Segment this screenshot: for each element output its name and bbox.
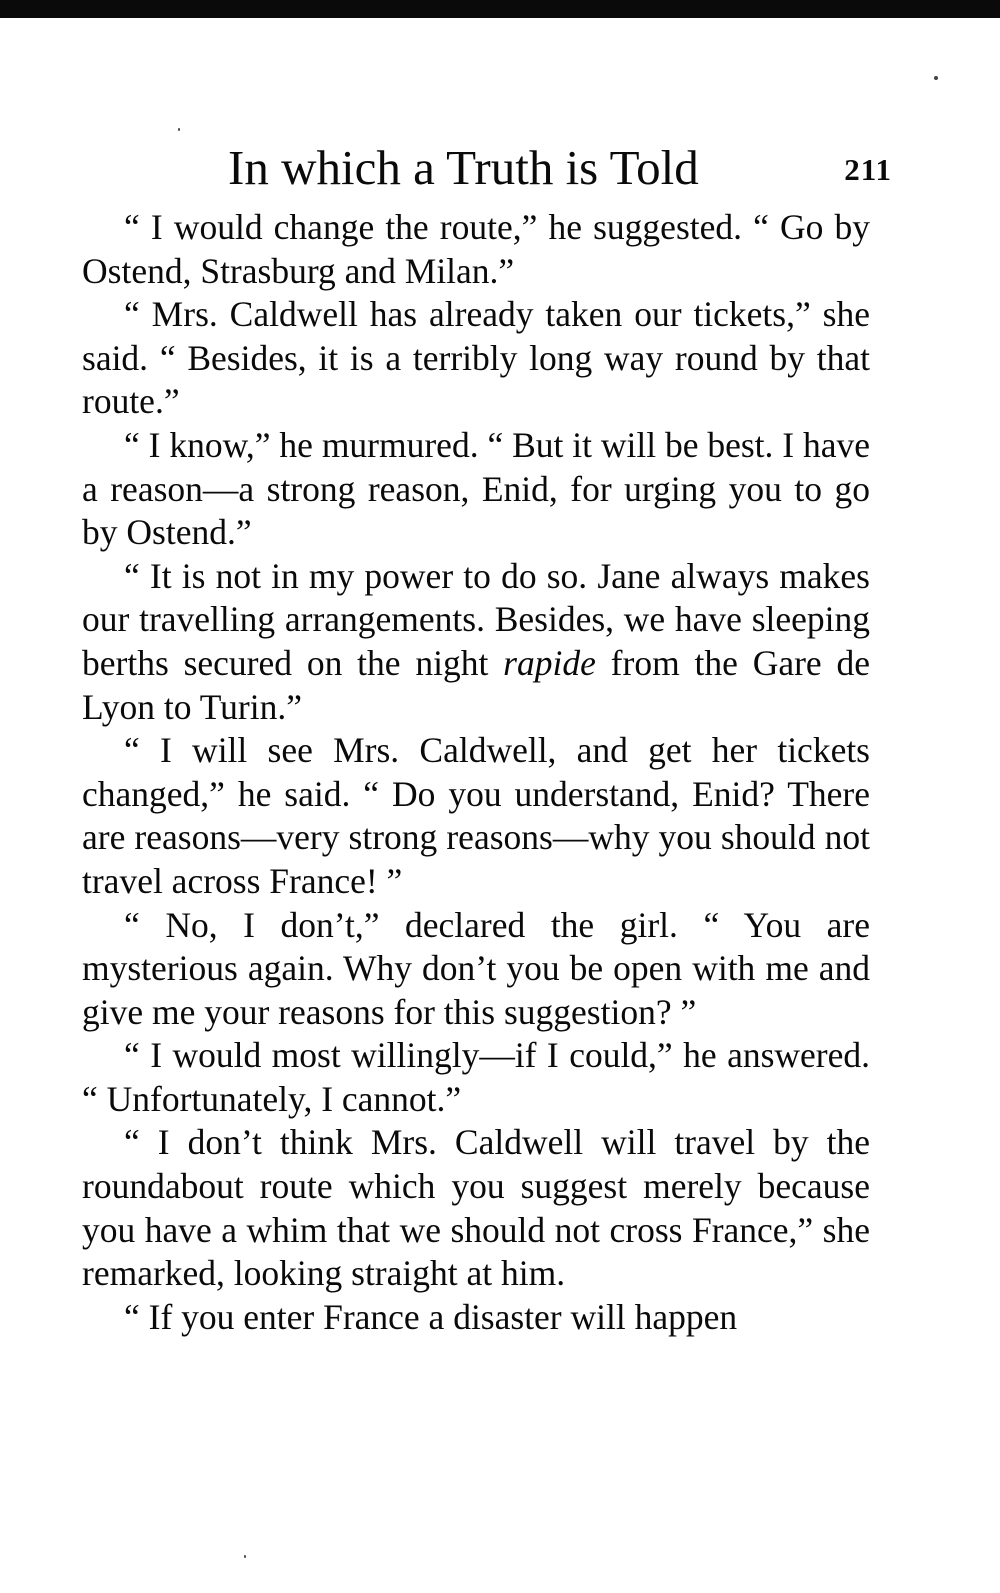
scan-speck (178, 128, 180, 131)
page-number: 211 (844, 152, 892, 187)
page-header (82, 138, 892, 198)
paragraph-text: from the Gare de Lyon to Turin.” (82, 642, 871, 727)
body-text (82, 206, 870, 1339)
paragraph: “ No, I don’t,” declared the girl. “ You are mysterious again. Why don’t you be open with me and give me your reasons for this suggestion? ” (82, 904, 870, 1032)
top-scan-border (0, 0, 1000, 18)
paragraph: “ I don’t think Mrs. Caldwell will travel by the roundabout route which you suggest merely because you have a whim that we should not cross France,” she remarked, looking straight at him. (82, 1122, 870, 1294)
scan-speck (244, 1555, 246, 1558)
italic-word: rapide (503, 642, 596, 683)
paragraph: “ Mrs. Caldwell has already taken our tickets,” she said. “ Besides, it is a terribly long way round by that route.” (82, 294, 870, 422)
paragraph: “ I would change the route,” he suggested. “ Go by Ostend, Strasburg and Milan.” (82, 207, 870, 291)
scan-speck (934, 76, 938, 80)
paragraph (82, 555, 870, 729)
paragraph: “ I would most willingly—if I could,” he answered. “ Unfortunately, I cannot.” (82, 1035, 870, 1119)
running-title: In which a Truth is Told (228, 140, 699, 195)
paragraph: “ I know,” he murmured. “ But it will be best. I have a reason—a strong reason, Enid, for urging you to go by Ostend.” (82, 424, 870, 553)
paragraph: “ I will see Mrs. Caldwell, and get her tickets changed,” he said. “ Do you understand, Enid? There are reasons—very strong reasons—why you should not travel across France! ” (82, 730, 870, 901)
paragraph: “ If you enter France a disaster will happen (124, 1296, 738, 1337)
paragraph-text: “ It is not in my power to do so. Jane always makes our travelling arrangements. Besides, we have sleeping berths secured on the night (82, 555, 870, 683)
